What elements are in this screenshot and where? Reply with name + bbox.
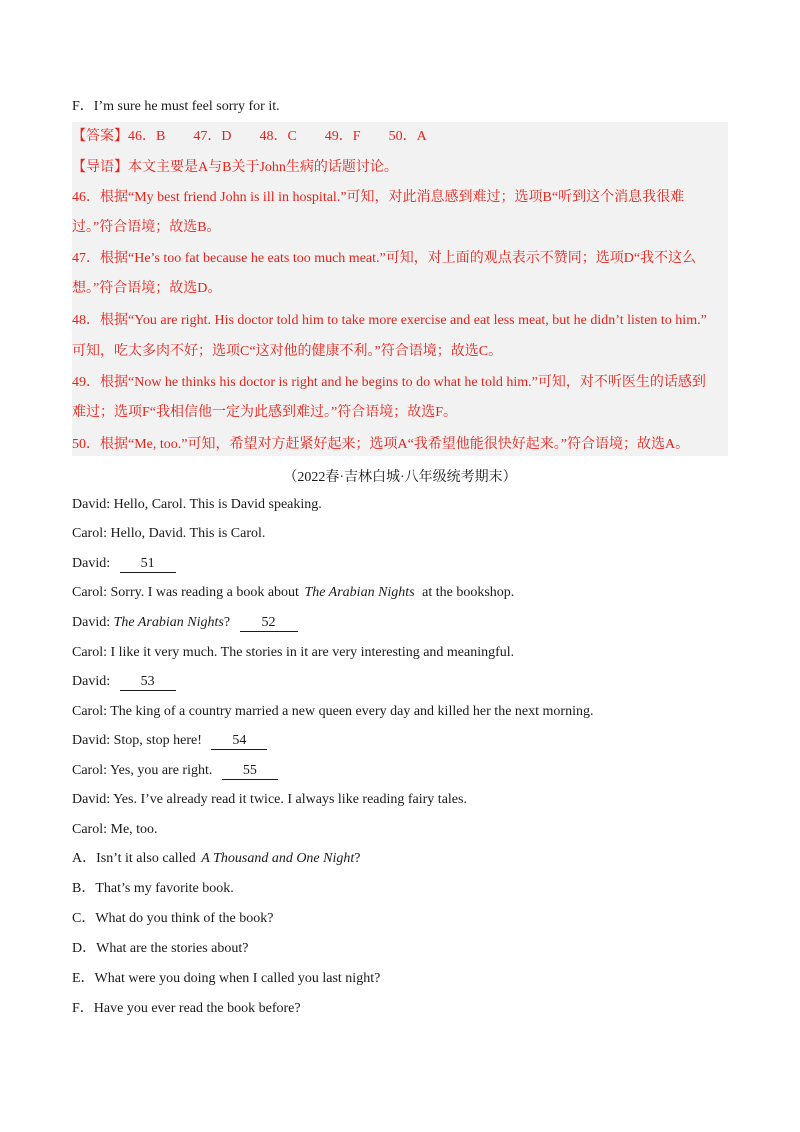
dialogue-line [72, 554, 176, 574]
guide-text: 【导语】本文主要是A与B关于John生病的话题讨论。 [72, 160, 398, 175]
blank-53[interactable]: 53 [120, 673, 176, 691]
dialogue-text: David: Stop, stop here! [72, 733, 202, 748]
prev-option-f: F．I’m sure he must feel sorry for it. [72, 99, 280, 114]
dialogue-text: Carol: Sorry. I was reading a book about [72, 585, 299, 600]
explanation-47-line1: 47．根据“He’s too fat because he eats too much meat.”可知，对上面的观点表示不赞同；选项D“我不这么 [72, 251, 697, 266]
blank-54[interactable]: 54 [211, 732, 267, 750]
dialogue-line: Carol: Hello, David. This is Carol. [72, 526, 266, 541]
explanation-46-line1: 46．根据“My best friend John is ill in hospital.”可知，对此消息感到难过；选项B“听到这个消息我很难 [72, 190, 685, 205]
speaker: David: [72, 556, 111, 571]
option-text: A．Isn’t it also called [72, 851, 196, 866]
question-mark: ? [354, 851, 361, 866]
book-title: A Thousand and One Night [201, 851, 355, 866]
dialogue-line [72, 613, 298, 633]
explanation-49-line1: 49．根据“Now he thinks his doctor is right and he begins to do what he told him.”可知，对不听医生的话感到 [72, 375, 706, 390]
dialogue-line [72, 672, 176, 692]
option-d: D．What are the stories about? [72, 941, 249, 956]
book-title: The Arabian Nights [304, 585, 415, 600]
explanation-47-line2: 想。”符合语境；故选D。 [72, 281, 222, 296]
book-title: The Arabian Nights [113, 615, 224, 630]
dialogue-line: Carol: The king of a country married a new queen every day and killed her the next morning. [72, 704, 594, 719]
option-f: F．Have you ever read the book before? [72, 1001, 301, 1016]
dialogue-line [72, 731, 267, 751]
option-e: E．What were you doing when I called you last night? [72, 971, 381, 986]
speaker: David: [72, 615, 111, 630]
option-b: B．That’s my favorite book. [72, 881, 234, 896]
dialogue-line: Carol: I like it very much. The stories in it are very interesting and meaningful. [72, 645, 515, 660]
explanation-50: 50．根据“Me, too.”可知，希望对方赶紧好起来；选项A“我希望他能很快好起来。”符合语境；故选A。 [72, 437, 690, 452]
explanation-48-line2: 可知，吃太多肉不好；选项C“这对他的健康不利。”符合语境；故选C。 [72, 344, 503, 359]
answer-key: 【答案】46．B 47．D 48．C 49．F 50．A [72, 129, 427, 144]
dialogue-text: at the bookshop. [422, 585, 515, 600]
question-source: （2022春·吉林白城·八年级统考期末） [283, 470, 517, 485]
dialogue-line [72, 583, 514, 603]
question-mark: ? [223, 615, 231, 630]
speaker: David: [72, 674, 111, 689]
dialogue-line: Carol: Me, too. [72, 822, 158, 837]
dialogue-text: Carol: Yes, you are right. [72, 763, 213, 778]
dialogue-line [72, 761, 278, 781]
blank-55[interactable]: 55 [222, 762, 278, 780]
dialogue-line: David: Yes. I’ve already read it twice. I always like reading fairy tales. [72, 792, 467, 807]
option-a [72, 849, 360, 869]
option-c: C．What do you think of the book? [72, 911, 274, 926]
blank-51[interactable]: 51 [120, 555, 176, 573]
dialogue-line: David: Hello, Carol. This is David speaking. [72, 497, 322, 512]
explanation-48-line1: 48．根据“You are right. His doctor told him to take more exercise and eat less meat, but he didn’t listen to him.” [72, 313, 707, 328]
answer-explanation-box [72, 122, 728, 456]
explanation-49-line2: 难过；选项F“我相信他一定为此感到难过。”符合语境；故选F。 [72, 405, 457, 420]
explanation-46-line2: 过。”符合语境；故选B。 [72, 220, 221, 235]
blank-52[interactable]: 52 [240, 614, 298, 632]
